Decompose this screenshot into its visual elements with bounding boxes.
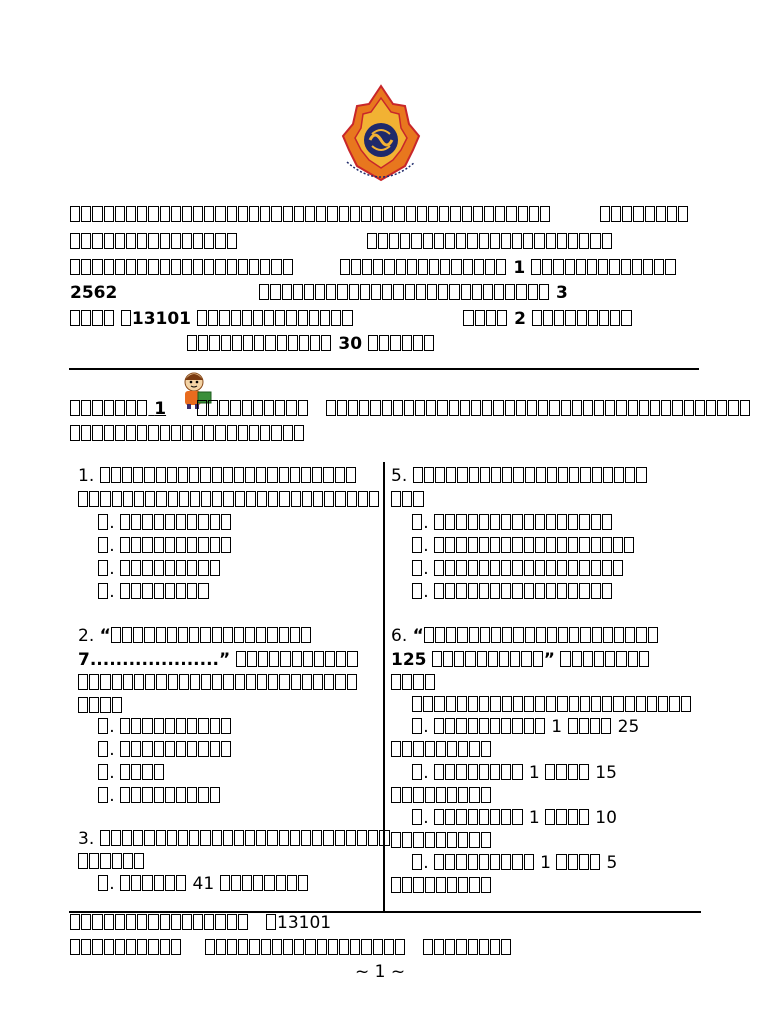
q5-option-c[interactable]: . xyxy=(412,559,624,579)
q1-option-b[interactable]: . xyxy=(98,536,232,556)
q1-line-2 xyxy=(78,490,380,510)
q1-option-d[interactable]: . xyxy=(98,582,210,602)
q3-option-a[interactable]: . 41 xyxy=(98,874,309,894)
q6-option-c[interactable]: . 1 10 xyxy=(412,808,617,828)
q6-option-a-num2: 25 xyxy=(617,717,640,737)
q6-line-1 xyxy=(391,626,659,646)
q6-line-2 xyxy=(391,650,650,670)
q3-line-2 xyxy=(78,852,145,872)
q6-option-b-cont xyxy=(391,786,492,806)
q6-option-a-cont xyxy=(391,740,492,760)
q1-option-a[interactable]: . xyxy=(98,513,232,533)
q3-option-a-number: 41 xyxy=(192,874,215,894)
section-heading xyxy=(70,399,166,419)
q6-option-d-cont xyxy=(391,876,492,896)
school-logo xyxy=(333,84,429,190)
q5-line-1 xyxy=(391,466,648,486)
subject-code: 13101 xyxy=(131,309,192,329)
exam-minutes: 30 xyxy=(338,334,363,354)
section-number: 1 xyxy=(154,399,167,419)
q6-option-b-num2: 15 xyxy=(595,763,617,783)
grade-number: 3 xyxy=(555,283,568,303)
school-emblem-icon xyxy=(333,84,429,190)
q2-number: 2. xyxy=(78,626,95,646)
q1-line-1 xyxy=(78,466,357,486)
q5-number: 5. xyxy=(391,466,408,486)
q6-amount: 125 xyxy=(391,650,427,670)
header-divider xyxy=(69,368,699,370)
footer-line-2 xyxy=(70,938,512,958)
header-line-2 xyxy=(70,232,613,252)
q6-option-c-num2: 10 xyxy=(595,808,617,828)
q2-blank: 7....................” xyxy=(78,650,231,670)
q5-option-b[interactable]: . xyxy=(412,536,635,556)
q5-option-a[interactable]: . xyxy=(412,513,613,533)
q2-option-c[interactable]: . xyxy=(98,763,165,783)
q2-line-4 xyxy=(78,696,123,716)
q6-option-c-num1: 1 xyxy=(528,808,540,828)
q6-option-d[interactable]: . 1 5 xyxy=(412,853,617,873)
footer-line-1 xyxy=(70,913,331,933)
academic-year: 2562 xyxy=(70,283,118,303)
q1-option-c[interactable]: . xyxy=(98,559,221,579)
footer-subject-code: 13101 xyxy=(277,913,332,933)
term-number: 1 xyxy=(513,258,526,278)
q2-option-d[interactable]: . xyxy=(98,786,221,806)
q6-option-a[interactable]: . 1 25 xyxy=(412,717,639,737)
q2-option-b[interactable]: . xyxy=(98,740,232,760)
q6-option-d-num1: 1 xyxy=(540,853,551,873)
q2-line-1 xyxy=(78,626,312,646)
header-line-3 xyxy=(70,258,677,278)
q6-line-4 xyxy=(412,695,692,715)
q6-number: 6. xyxy=(391,626,408,646)
q6-option-b[interactable]: . 1 15 xyxy=(412,763,617,783)
header-line-6 xyxy=(187,334,435,354)
q6-line-3 xyxy=(391,673,436,693)
q2-option-a[interactable]: . xyxy=(98,717,232,737)
q1-number: 1. xyxy=(78,466,95,486)
q5-option-d[interactable]: . xyxy=(412,582,613,602)
header-line-5 xyxy=(70,309,633,329)
page-number: ~ 1 ~ xyxy=(355,962,406,982)
q2-quote-open: “ xyxy=(99,626,111,646)
q6-option-a-num1: 1 xyxy=(551,717,563,737)
q5-line-2 xyxy=(391,490,425,510)
header-line-1 xyxy=(70,205,689,225)
q6-quote-open: “ xyxy=(412,626,424,646)
header-line-4 xyxy=(70,283,568,303)
q2-line-2 xyxy=(78,650,359,670)
section-instruction-line-2 xyxy=(70,424,305,444)
credit-number: 2 xyxy=(514,309,526,329)
section-instruction-line-1 xyxy=(70,399,751,419)
q6-quote-close: ” xyxy=(543,650,555,670)
q6-option-c-cont xyxy=(391,831,492,851)
q6-option-b-num1: 1 xyxy=(528,763,540,783)
q3-line-1 xyxy=(78,829,391,849)
q2-line-3 xyxy=(78,673,358,693)
q3-number: 3. xyxy=(78,829,95,849)
q6-option-d-num2: 5 xyxy=(606,853,618,873)
